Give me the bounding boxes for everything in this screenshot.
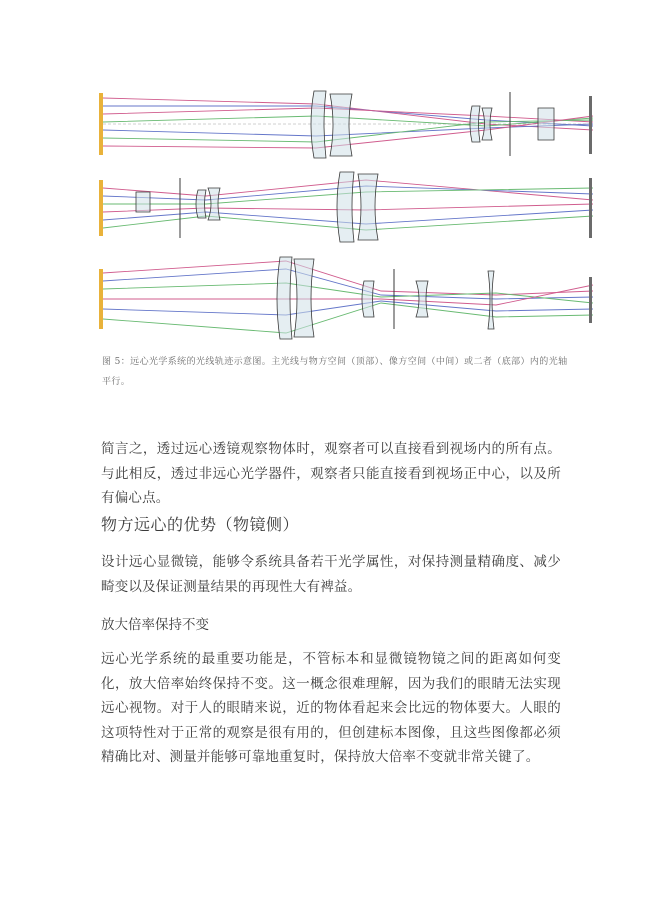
subsection-paragraph: 远心光学系统的最重要功能是，不管标本和显微镜物镜之间的距离如何变化，放大倍率始终保持不变。这一概念很难理解，因为我们的眼睛无法实现远心视物。对于人的眼睛来说，近的物体看起来会比远的物体要大。人眼的这项特性对于正常的观察是很有用的，但创建标本图像，且这些图像都必须精确比对、测量并能够可靠地重复时，保持放大倍率不变就非常关键了。 bbox=[101, 651, 561, 765]
section-paragraph: 设计远心显微镜，能够令系统具备若干光学属性，对保持测量精确度、减少畸变以及保证测量结果的再现性大有裨益。 bbox=[101, 554, 561, 595]
subsection-title: 放大倍率保持不变 bbox=[101, 617, 209, 633]
ray-diagram-image-space bbox=[96, 170, 599, 246]
intro-paragraph: 简言之，透过远心透镜观察物体时，观察者可以直接看到视场内的所有点。与此相反，透过非远心光学器件，观察者只能直接看到视场正中心，以及所有偏心点。 bbox=[101, 441, 561, 506]
section-title: 物方远心的优势（物镜侧） bbox=[101, 515, 300, 534]
figure-caption: 图 5：远心光学系统的光线轨迹示意图。主光线与物方空间（顶部）、像方空间（中间）或二者（底部）内的光轴平行。 bbox=[102, 357, 568, 387]
ray-diagram-object-space bbox=[96, 86, 599, 164]
image-plane bbox=[589, 96, 592, 154]
ray-diagram-double-telecentric bbox=[96, 255, 599, 341]
object-plane bbox=[99, 93, 103, 155]
